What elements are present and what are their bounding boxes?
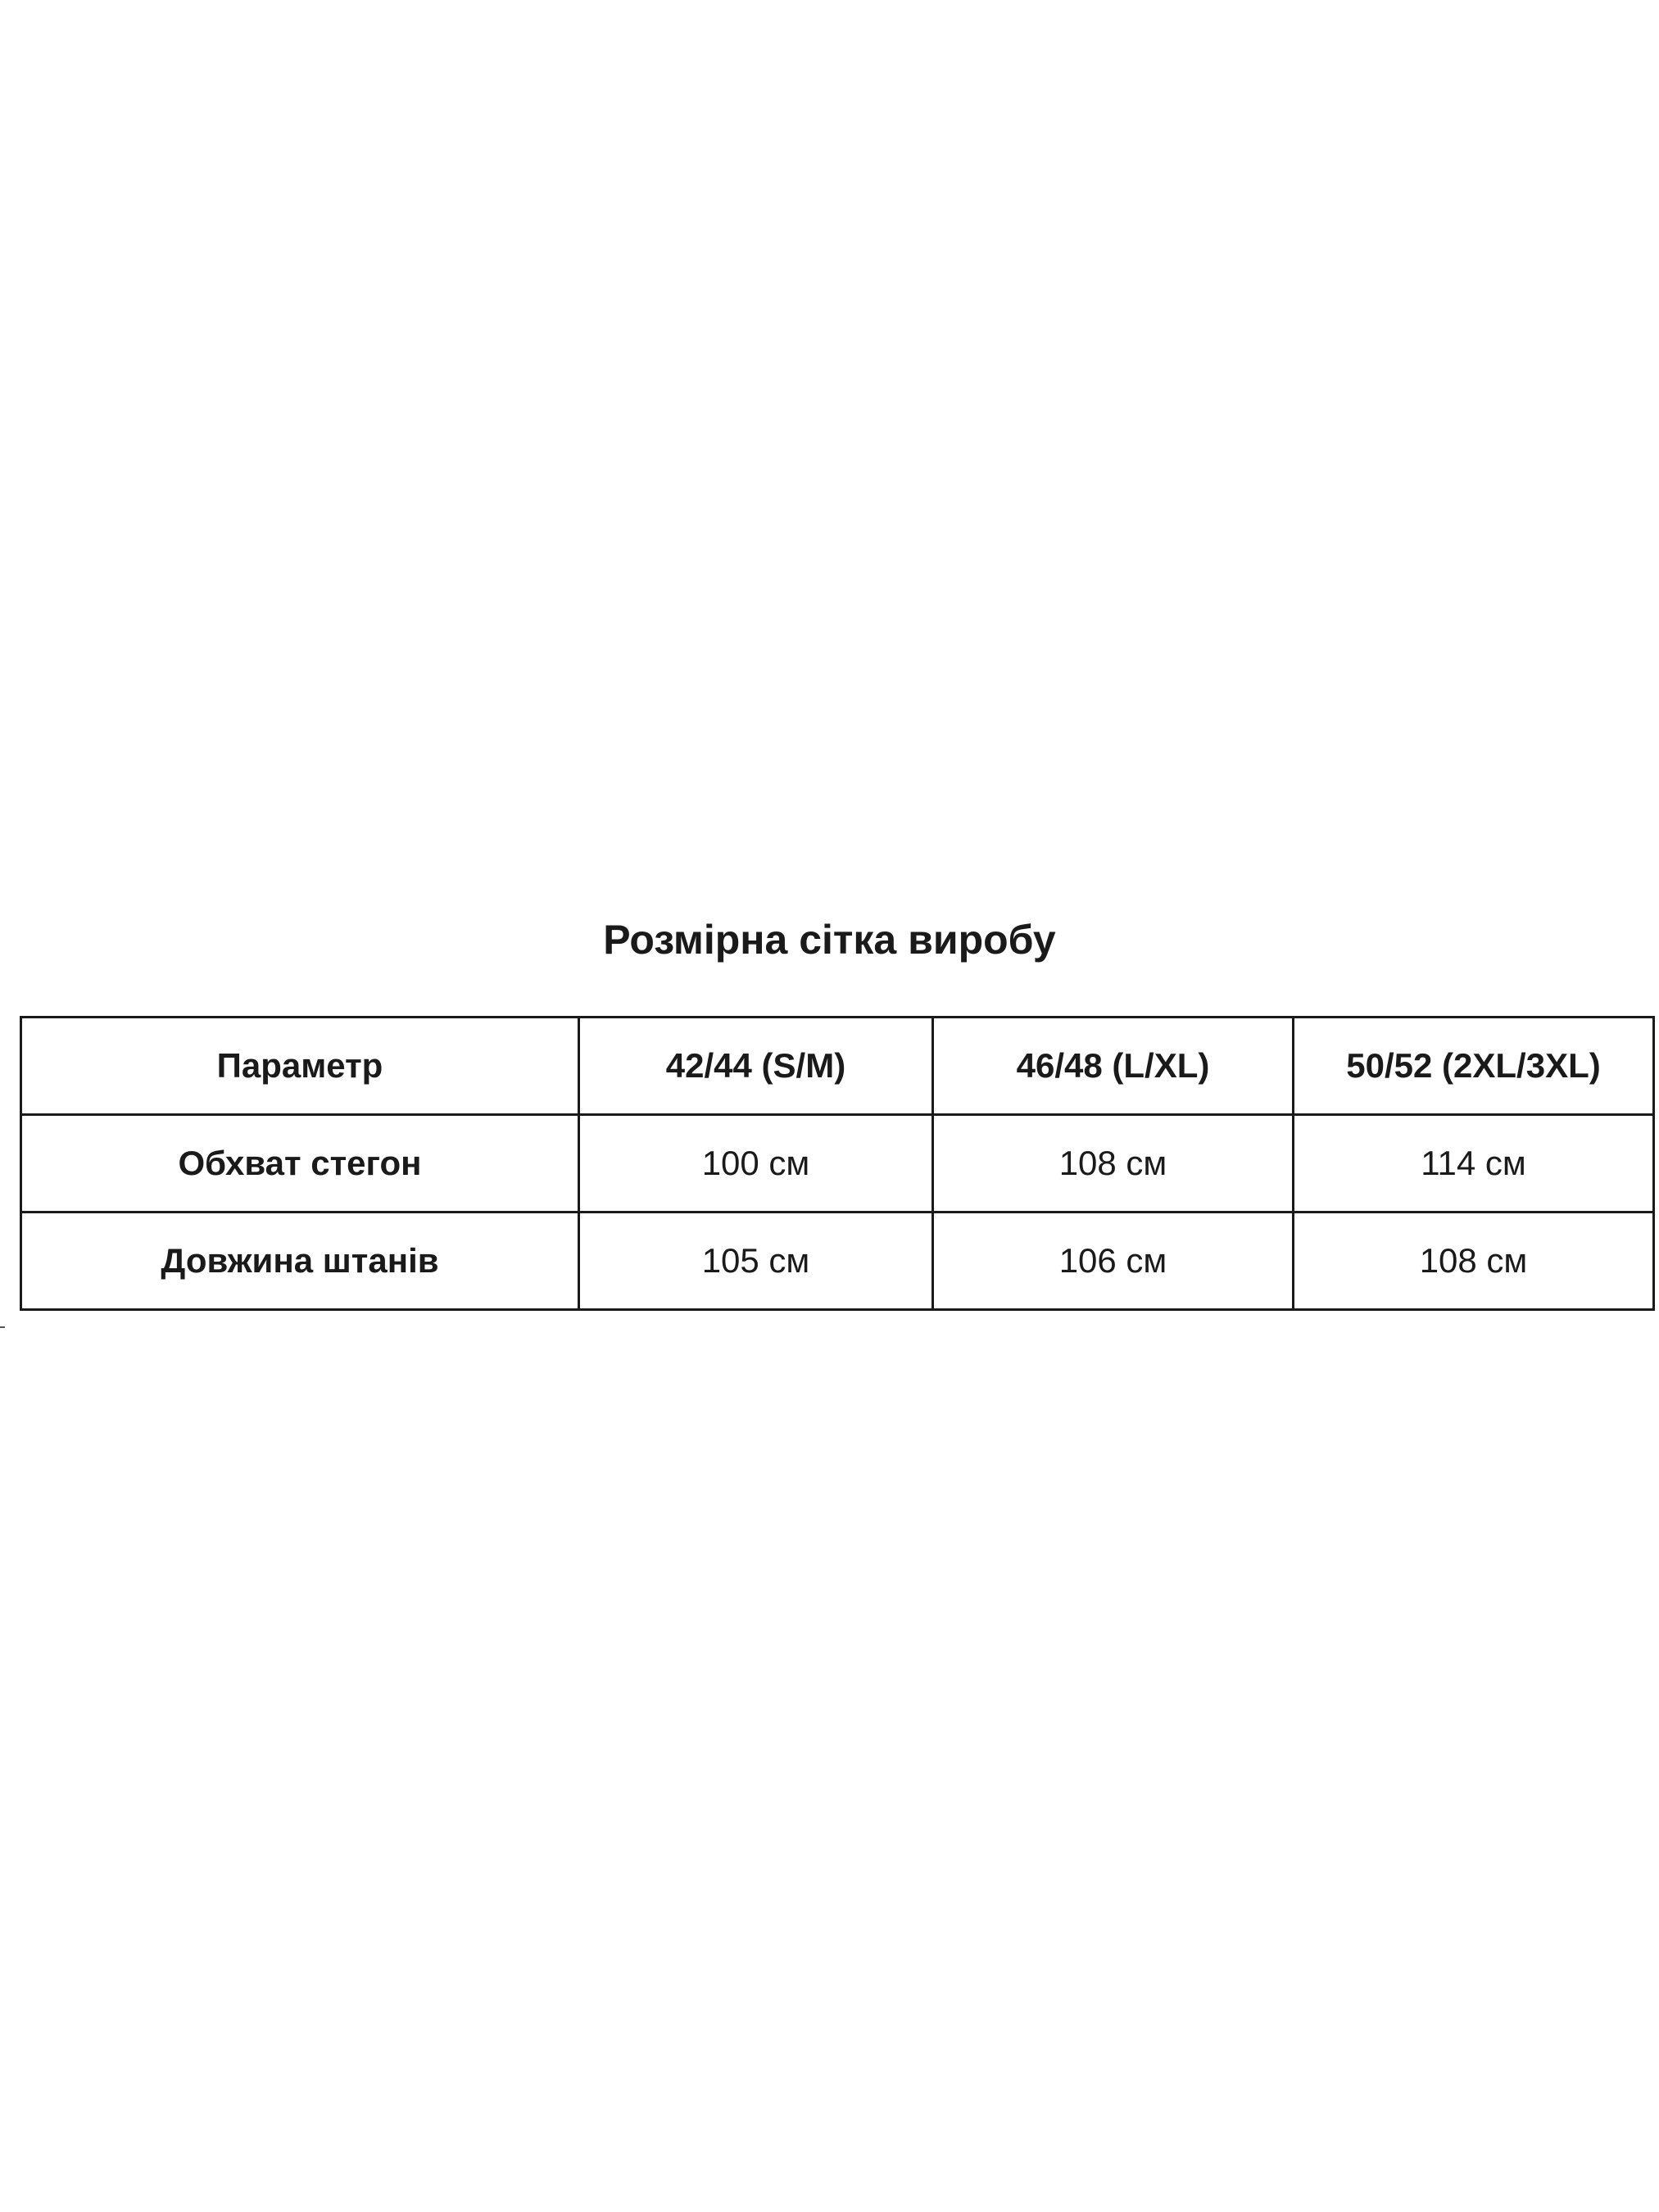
table-cell: 108 см [933,1115,1294,1213]
table-header-row [21,1018,1654,1115]
table-row [21,1115,1654,1213]
row-label-hip-girth: Обхват стегон [21,1115,579,1213]
header-size-46-48: 46/48 (L/XL) [933,1018,1294,1115]
header-size-50-52: 50/52 (2XL/3XL) [1294,1018,1654,1115]
page-title: Розмірна сітка виробу [603,917,1056,963]
table-cell: 106 см [933,1213,1294,1310]
header-size-42-44: 42/44 (S/M) [579,1018,933,1115]
table-cell: 105 см [579,1213,933,1310]
table-cell: 100 см [579,1115,933,1213]
table-row [21,1213,1654,1310]
table-cell: 114 см [1294,1115,1654,1213]
edge-mark [0,1326,5,1328]
header-parameter: Параметр [21,1018,579,1115]
table-cell: 108 см [1294,1213,1654,1310]
size-chart-table [20,1016,1655,1311]
row-label-pants-length: Довжина штанів [21,1213,579,1310]
